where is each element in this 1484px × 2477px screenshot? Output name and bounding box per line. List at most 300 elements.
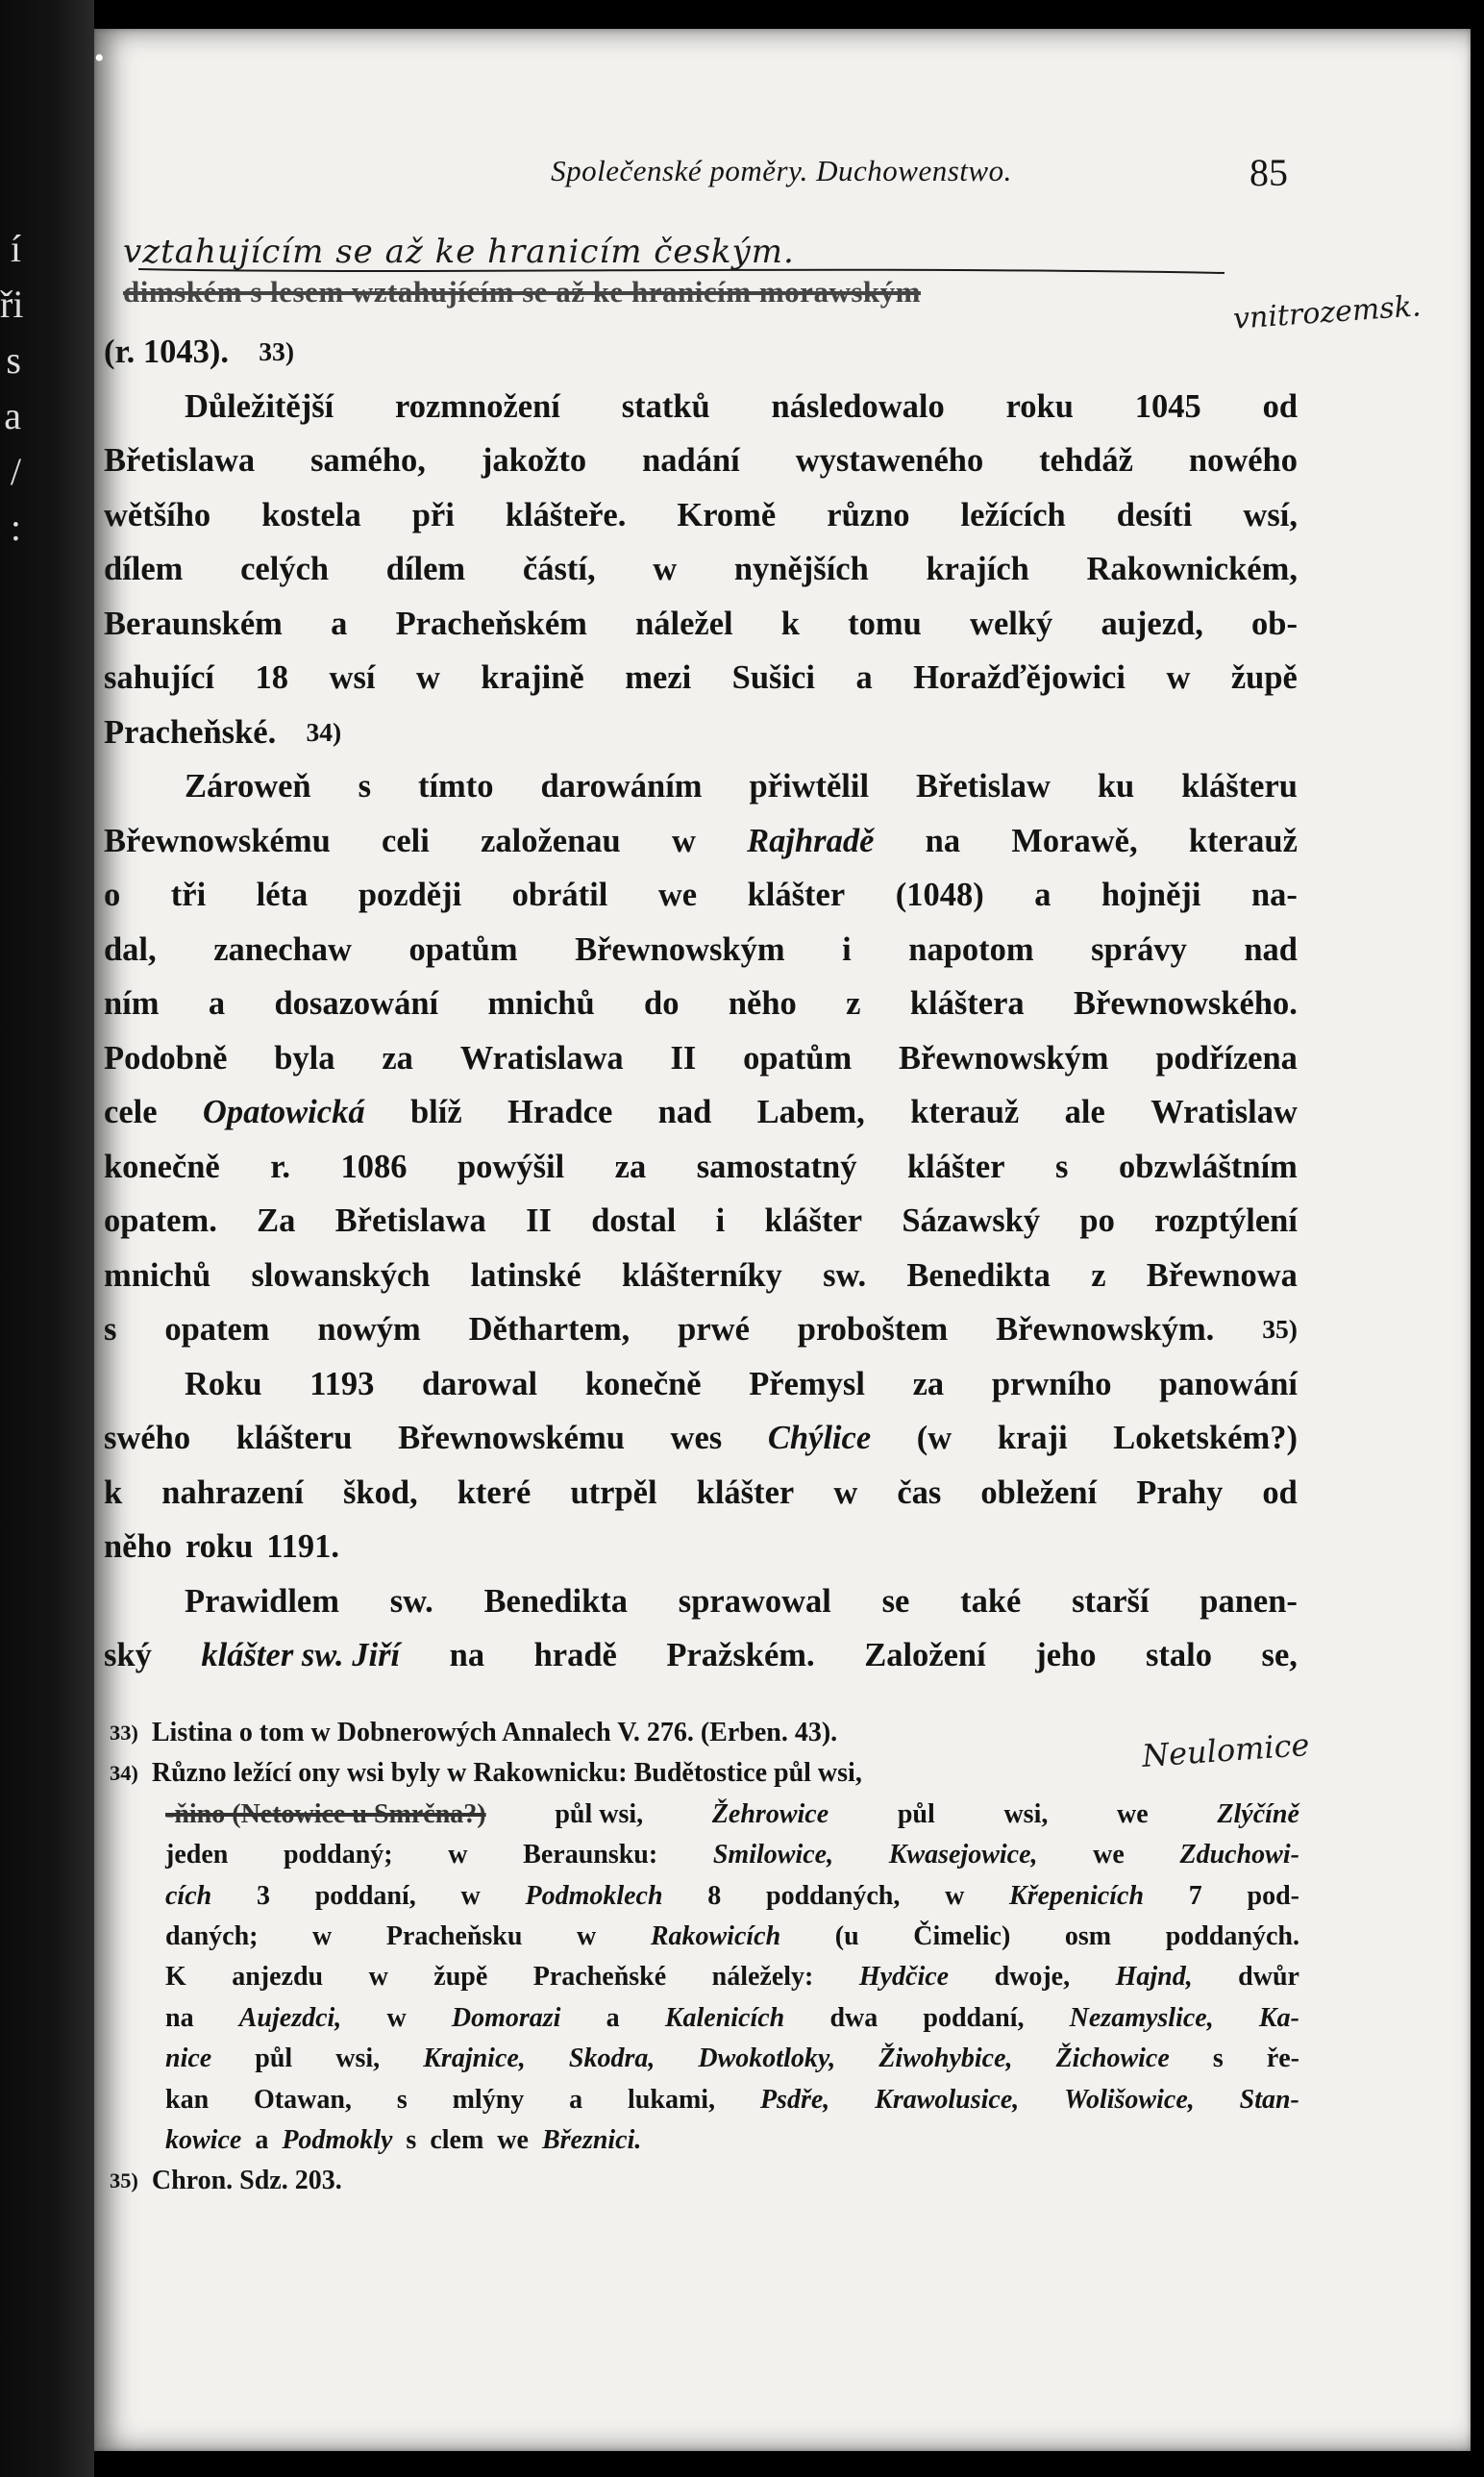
footnote-word: 33) <box>110 1721 138 1745</box>
footnote-word: dwa <box>829 2002 878 2033</box>
text-word: z <box>1091 1256 1106 1294</box>
footnote-word: wsi, <box>335 2044 381 2074</box>
text-word: sahující <box>104 659 215 696</box>
text-word: za <box>382 1039 413 1077</box>
text-word: samostatný <box>696 1148 857 1185</box>
running-header: Společenské poměry. Duchowenstwo. <box>551 154 1012 187</box>
footnote-word: Žehrowice <box>711 1798 829 1829</box>
text-word: wystaweného <box>795 442 984 479</box>
text-word: různo <box>827 496 910 533</box>
text-line <box>104 1466 1298 1521</box>
text-word: Břewnowským <box>899 1039 1109 1077</box>
text-word: klášter <box>696 1474 795 1511</box>
text-word: klášter sw. Jiří <box>201 1637 401 1673</box>
text-line <box>104 488 1298 543</box>
text-word: k <box>104 1474 123 1511</box>
text-word: 33) <box>259 336 295 366</box>
text-word: a <box>208 985 226 1022</box>
footnote-word: Krajnice, <box>423 2044 526 2074</box>
footnote-word: 8 <box>707 1880 722 1911</box>
footnote-word: wsi, <box>1003 1798 1049 1829</box>
footnote-word: w <box>312 1921 333 1952</box>
handwritten-correction: vztahujícím se až ke hranicím českým. <box>123 233 795 271</box>
text-word: hojněji <box>1101 877 1201 913</box>
text-word: na <box>925 822 961 859</box>
text-word: klášter <box>906 1148 1005 1185</box>
footnote-line <box>110 1835 1299 1875</box>
text-word: o <box>104 877 121 913</box>
text-word: léta <box>256 877 309 913</box>
text-word: desíti <box>1116 496 1193 533</box>
prev-page-fragment: a <box>4 394 21 437</box>
footnote-word: Wolišowice, <box>1064 2084 1195 2115</box>
footnote-word: půl <box>897 1798 935 1829</box>
text-word: Pracheňské. <box>104 713 293 751</box>
text-word: byla <box>274 1039 335 1077</box>
footnote-word: poddaných, <box>766 1880 901 1911</box>
text-word: opatem <box>164 1311 270 1348</box>
text-word: tomu <box>848 605 922 642</box>
footnote-word: Březnici. <box>541 2125 642 2156</box>
text-word: kláštera <box>909 985 1025 1022</box>
text-word: wětšího <box>104 496 211 533</box>
text-word: Břewnowskému <box>398 1420 625 1456</box>
text-line <box>104 1628 1298 1683</box>
footnote-word: 3 <box>256 1880 270 1911</box>
text-word: klášteře. <box>505 496 627 533</box>
text-word: Beraunském <box>104 605 283 642</box>
text-word: Děthartem, <box>468 1311 631 1348</box>
text-word: Břetislawa <box>334 1202 486 1239</box>
footnote-word: anjezdu <box>232 1962 324 1993</box>
footnote-word: a <box>569 2084 583 2115</box>
text-word: nowým <box>317 1311 421 1348</box>
text-word: jeho <box>1035 1637 1097 1673</box>
text-word: klášteru <box>235 1420 353 1456</box>
text-word: náležel <box>635 605 733 642</box>
text-line <box>104 1140 1298 1195</box>
text-word: 1045 <box>1134 387 1201 425</box>
text-line <box>104 1302 1298 1357</box>
text-word: panen- <box>1200 1582 1298 1620</box>
text-word: opatům <box>408 930 518 968</box>
text-word: nynějších <box>733 551 869 587</box>
footnote-word: Kwasejowice, <box>888 1840 1038 1870</box>
text-word: Labem, <box>756 1094 865 1130</box>
footnote-word: Kalenicích <box>664 2002 785 2033</box>
text-word: nahrazení <box>161 1474 304 1511</box>
text-line <box>104 923 1298 978</box>
text-word: starší <box>1072 1582 1150 1620</box>
book-page <box>94 29 1471 2451</box>
text-line <box>104 977 1298 1031</box>
text-word: které <box>457 1474 532 1511</box>
text-word: wsí, <box>1243 496 1298 533</box>
text-word: dílem <box>104 551 184 587</box>
footnote-word: Krawolusice, <box>875 2084 1020 2115</box>
text-word: w <box>671 822 696 859</box>
text-word: obzwláštním <box>1118 1148 1298 1185</box>
footnote-word: dwoje, <box>994 1962 1071 1993</box>
text-word: po <box>1079 1202 1115 1239</box>
footnote-word: župě <box>433 1962 488 1993</box>
footnote-word: půl <box>255 2044 293 2074</box>
text-word: Břewnowským <box>575 930 785 968</box>
footnote-word: Smilowice, <box>712 1840 834 1870</box>
text-word: při <box>411 496 455 533</box>
handwritten-footnote-note: Neulomice <box>1140 1725 1311 1775</box>
footnote-word: Psdře, <box>759 2084 830 2115</box>
footnote-word: 35) <box>110 2168 138 2193</box>
text-word: w <box>1166 659 1191 696</box>
text-line <box>104 651 1298 706</box>
text-word: také <box>960 1582 1022 1620</box>
footnote-word: poddaní, <box>923 2002 1025 2033</box>
text-word: proboštem <box>797 1311 949 1348</box>
footnote-word: we <box>1093 1840 1125 1870</box>
text-word: kterauž <box>910 1094 1020 1130</box>
text-word: Benedikta <box>906 1256 1051 1294</box>
footnote-line <box>110 1998 1299 2039</box>
text-word: obrátil <box>511 877 608 913</box>
text-word: klášter <box>764 1202 863 1239</box>
footnote-line <box>110 2080 1299 2120</box>
text-line <box>104 1574 1298 1629</box>
text-word: župě <box>1230 659 1298 696</box>
footnote-word: (u <box>834 1921 859 1952</box>
footnote-line <box>110 2161 1299 2201</box>
footnote-word: Zduchowi- <box>1179 1840 1299 1870</box>
text-line <box>104 1031 1298 1086</box>
text-word: Břetislawa <box>104 442 256 479</box>
footnote-word: w <box>577 1921 597 1952</box>
prev-page-fragment: : <box>10 506 21 549</box>
text-word: za <box>614 1148 647 1185</box>
text-line <box>104 1520 1298 1574</box>
footnote-line <box>110 1795 1299 1835</box>
text-word: Loketském?) <box>1113 1420 1298 1456</box>
text-word: s <box>1055 1148 1069 1185</box>
footnote-word: 7 <box>1188 1880 1202 1911</box>
text-word: roku <box>1005 387 1074 425</box>
text-word: rozptýlení <box>1154 1202 1298 1239</box>
footnote-word: K <box>165 1962 186 1993</box>
text-word: klášter <box>747 877 846 913</box>
text-line <box>104 325 1298 380</box>
text-word: Prahy <box>1136 1474 1224 1511</box>
text-word: od <box>1262 387 1298 425</box>
text-word: přiwtělil <box>749 768 870 805</box>
footnote-word: 34) <box>110 1761 138 1786</box>
footnote-word: we <box>497 2125 529 2156</box>
text-word: se, <box>1261 1637 1298 1673</box>
text-word: 1086 <box>340 1148 408 1185</box>
text-word: Benedikta <box>483 1582 629 1620</box>
text-word: utrpěl <box>570 1474 657 1511</box>
text-word: swého <box>104 1420 191 1456</box>
text-word: w <box>653 551 678 587</box>
page-number: 85 <box>1249 151 1288 194</box>
footnote-word: mlýny <box>452 2084 525 2115</box>
text-word: nad <box>1244 930 1298 968</box>
footnote-word: Pracheňsku <box>385 1921 523 1952</box>
text-word: 35) <box>1262 1314 1298 1344</box>
prev-page-fragment: / <box>10 450 21 493</box>
text-word: welký <box>970 605 1053 642</box>
text-word: s <box>358 768 372 805</box>
footnote-word: Pracheňské <box>532 1962 667 1993</box>
footnote-word: daných; <box>165 1921 259 1952</box>
text-word: klášterníky <box>622 1256 782 1294</box>
text-word: 1191. <box>266 1528 339 1565</box>
text-word: hradě <box>533 1637 617 1673</box>
footnote-line <box>110 1753 1299 1794</box>
footnote-line <box>110 1713 1299 1753</box>
text-word: i <box>715 1202 726 1239</box>
text-word: Pražském. <box>666 1637 815 1673</box>
text-word: rozmnožení <box>395 387 560 425</box>
text-word: zanechaw <box>213 930 352 968</box>
text-word: i <box>842 930 852 968</box>
footnote-line <box>110 1876 1299 1917</box>
text-word: wes <box>670 1420 723 1456</box>
text-word: nowého <box>1188 442 1298 479</box>
footnote-word: Skodra, <box>568 2044 655 2074</box>
text-word: sprawowal <box>678 1582 831 1620</box>
text-word: Sázawský <box>902 1202 1041 1239</box>
text-word: jakožto <box>481 442 587 479</box>
text-word: Hradce <box>507 1094 613 1130</box>
prev-page-fragment: ři <box>0 283 24 326</box>
footnote-word: Rakowicích <box>650 1921 781 1952</box>
text-word: Přemysl <box>749 1365 865 1402</box>
text-word: prwé <box>678 1311 750 1348</box>
text-word: čas <box>897 1474 942 1511</box>
text-word: obležení <box>980 1474 1098 1511</box>
footnote-word: Domorazi <box>451 2002 561 2033</box>
text-line <box>104 1357 1298 1412</box>
text-word: Chýlice <box>767 1420 872 1456</box>
text-word: něho <box>728 985 797 1022</box>
text-word: panowání <box>1159 1365 1298 1402</box>
text-word: napotom <box>908 930 1034 968</box>
text-word: tehdáž <box>1039 442 1133 479</box>
footnote-word: kowice <box>165 2125 242 2156</box>
text-word: w <box>415 659 440 696</box>
text-word: stalo <box>1146 1637 1212 1673</box>
prev-page-fragment: s <box>6 338 21 382</box>
footnote-word: jeden <box>165 1840 229 1870</box>
footnote-word: Čimelic) <box>913 1921 1011 1952</box>
text-word: konečně <box>104 1148 220 1185</box>
text-word: Za <box>257 1202 296 1239</box>
text-line <box>104 1085 1298 1140</box>
text-word: Wratislaw <box>1150 1094 1298 1130</box>
text-word: Břewnowského. <box>1074 985 1298 1022</box>
text-word: tímto <box>417 768 494 805</box>
footnote-word: Dwokotloky, <box>698 2044 836 2074</box>
text-word: ský <box>104 1637 152 1673</box>
text-word: (1048) <box>895 877 984 913</box>
footnote-word: Ka- <box>1258 2002 1299 2033</box>
text-word: od <box>1262 1474 1298 1511</box>
footnote-word: Podmoklech <box>525 1880 663 1911</box>
footnote-word: a <box>606 2002 620 2033</box>
text-word: Břetislaw <box>916 768 1051 805</box>
footnotes <box>110 1713 1299 2202</box>
text-word: r. <box>270 1148 291 1185</box>
footnote-word: Listina o tom w Dobnerowých Annalech V. 276. (Erben. 43). <box>151 1718 838 1747</box>
footnote-word: nice <box>165 2044 212 2074</box>
footnote-line <box>110 2039 1299 2079</box>
footnote-word: w <box>460 1880 481 1911</box>
text-word: tři <box>170 877 207 913</box>
text-word: později <box>358 877 462 913</box>
text-word: Důležitější <box>185 387 334 425</box>
text-word: cele <box>104 1094 158 1130</box>
footnote-line <box>110 1917 1299 1957</box>
footnote-word: poddaní, <box>314 1880 416 1911</box>
text-word: sw. <box>823 1256 867 1294</box>
text-word: slowanských <box>251 1256 431 1294</box>
text-word: ležících <box>960 496 1066 533</box>
footnote-word: Hydčice <box>858 1962 950 1993</box>
footnote-word: w <box>448 1840 468 1870</box>
footnote-word: Chron. Sdz. 203. <box>151 2166 342 2196</box>
text-word: statků <box>621 387 710 425</box>
text-line <box>104 1194 1298 1249</box>
text-word: částí, <box>522 551 596 587</box>
text-word: správy <box>1091 930 1187 968</box>
text-word: Břewnowským. <box>996 1311 1215 1348</box>
text-word: ku <box>1097 768 1135 805</box>
footnote-word: Beraunsku: <box>523 1840 658 1870</box>
text-word: na- <box>1250 877 1298 913</box>
text-word: krajích <box>926 551 1029 587</box>
text-word: klášteru <box>1181 768 1298 805</box>
text-word: we <box>657 877 698 913</box>
text-line <box>104 597 1298 652</box>
text-word: celi <box>382 822 430 859</box>
text-line <box>104 542 1298 597</box>
footnote-word: Hajnd, <box>1115 1962 1193 1993</box>
footnote-word: we <box>1117 1798 1149 1829</box>
text-word: založenau <box>481 822 621 859</box>
text-word: konečně <box>584 1365 702 1402</box>
text-word: kterauž <box>1188 822 1298 859</box>
text-word: ob- <box>1251 605 1298 642</box>
footnote-word: lukami, <box>628 2084 716 2115</box>
struck-through-line: dimském s lesem wztahujícím se až ke hranicím morawským <box>123 275 921 309</box>
text-word: (r. 1043). <box>104 334 246 370</box>
footnote-word: dwůr <box>1238 1962 1299 1993</box>
text-word: Založení <box>864 1637 986 1673</box>
text-word: Zároweň <box>185 768 311 805</box>
footnote-word: Zlýčíně <box>1217 1798 1299 1829</box>
text-word: něho <box>104 1528 172 1565</box>
footnote-word: w <box>368 1962 388 1993</box>
text-word: následowalo <box>771 387 945 425</box>
text-word: opatem. <box>104 1202 217 1239</box>
text-word: wsí <box>329 659 376 696</box>
text-word: celých <box>240 551 330 587</box>
text-word: Rajhradě <box>747 822 875 859</box>
text-word: Roku <box>185 1365 262 1402</box>
text-word: mnichů <box>487 985 595 1022</box>
text-word: kraji <box>997 1420 1068 1456</box>
text-word: se <box>881 1582 910 1620</box>
text-word: Morawě, <box>1011 822 1138 859</box>
text-line <box>104 433 1298 488</box>
text-word: Wratislawa <box>459 1039 624 1077</box>
text-word: latinské <box>470 1256 581 1294</box>
text-word: dosazowání <box>274 985 439 1022</box>
text-word: prwního <box>991 1365 1112 1402</box>
text-word: na <box>449 1637 485 1673</box>
text-line <box>104 759 1298 814</box>
footnote-word: s <box>1212 2044 1224 2074</box>
text-word: s <box>104 1311 117 1348</box>
text-word: dal, <box>104 930 157 968</box>
text-word: darowáním <box>540 768 703 805</box>
text-word: Pracheňském <box>395 605 587 642</box>
footnote-word: Různo ležící ony wsi byly w Rakownicku: Budětostice půl wsi, <box>151 1758 862 1789</box>
footnote-word: w <box>945 1880 965 1911</box>
text-word: 34) <box>306 716 342 747</box>
footnote-word: a <box>255 2125 269 2156</box>
footnote-word: Podmokly <box>282 2125 393 2156</box>
prev-page-fragment: í <box>10 227 21 270</box>
footnote-word: s <box>406 2125 417 2156</box>
text-word: Rakownickém, <box>1086 551 1298 587</box>
text-word: Břewnowa <box>1146 1256 1298 1294</box>
text-word: blíž <box>409 1094 462 1130</box>
main-text-body <box>104 325 1298 1683</box>
text-word: za <box>912 1365 945 1402</box>
footnote-word: Stan- <box>1239 2084 1299 2115</box>
footnote-word: ře- <box>1266 2044 1299 2074</box>
footnote-line <box>110 2120 1299 2161</box>
text-word: samého, <box>310 442 426 479</box>
text-word: ním <box>104 985 160 1022</box>
text-word: kostela <box>261 496 361 533</box>
footnote-word: na <box>165 2002 194 2033</box>
footnote-word: clem <box>430 2125 484 2156</box>
text-word: darowal <box>422 1365 538 1402</box>
footnote-word: půl wsi, <box>555 1798 644 1829</box>
text-word: powýšil <box>457 1148 565 1185</box>
footnote-word: cích <box>165 1880 212 1911</box>
text-line <box>104 868 1298 923</box>
text-word: Opatowická <box>202 1094 365 1130</box>
text-word: opatům <box>743 1039 853 1077</box>
text-line <box>104 814 1298 869</box>
text-word: w <box>833 1474 858 1511</box>
text-word: 18 <box>255 659 289 696</box>
footnote-word: Křepenicích <box>1009 1880 1145 1911</box>
text-word: II <box>526 1202 552 1239</box>
text-line <box>104 380 1298 434</box>
text-word: a <box>331 605 348 642</box>
text-word: a <box>1034 877 1051 913</box>
text-word: nad <box>657 1094 712 1130</box>
text-word: Kromě <box>677 496 777 533</box>
footnote-word: Žiwohybice, <box>878 2044 1013 2074</box>
text-line <box>104 1249 1298 1303</box>
text-word: sw. <box>389 1582 433 1620</box>
footnote-word: osm <box>1064 1921 1112 1952</box>
text-word: škod, <box>342 1474 418 1511</box>
